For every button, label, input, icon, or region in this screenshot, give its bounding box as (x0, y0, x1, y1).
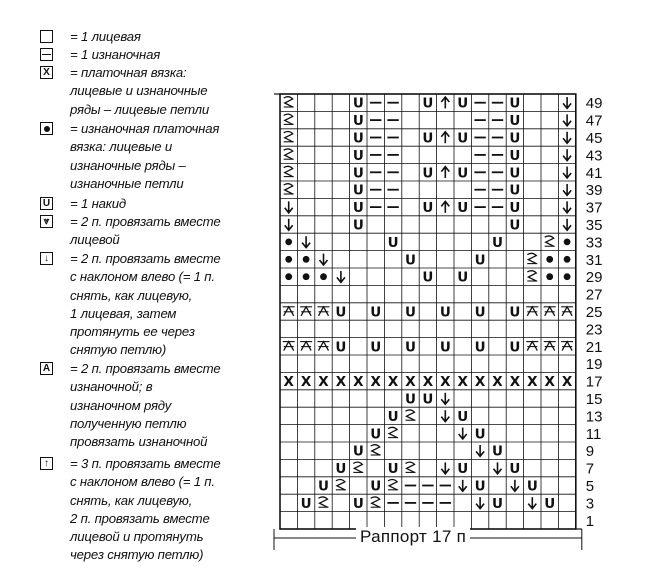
yarn-over: U (474, 478, 486, 495)
sk2p-arrow-head (441, 167, 449, 172)
row-number: 9 (585, 443, 595, 461)
ssk-arrow-icon: ↓ (40, 252, 53, 265)
legend-text: = 2 п. провязать вместе (70, 251, 221, 266)
garter-stitch: X (318, 374, 329, 391)
sk2p-arrow-head (441, 132, 449, 137)
legend-text: ряды – лицевые петли (70, 101, 210, 117)
yarn-over: U (352, 130, 364, 147)
row-number: 11 (585, 425, 602, 443)
garter-stitch: X (422, 374, 434, 391)
ssk-arrow-head (563, 208, 571, 213)
yarn-over: U (370, 339, 382, 356)
row-number: 37 (585, 199, 603, 217)
p2tog-stitch (319, 307, 329, 316)
legend-text: провязать изнаночной (70, 434, 208, 450)
garter-stitch: X (405, 374, 416, 391)
garter-stitch: X (457, 374, 468, 391)
row-number: 15 (585, 391, 603, 408)
ssk-arrow-head (563, 121, 571, 126)
sk2p-arrow-head (441, 97, 449, 102)
yarn-over: U (335, 304, 347, 321)
p2tog-stitch (545, 342, 555, 351)
legend-text: полученную петлю (70, 415, 187, 431)
garter-stitch: X (335, 374, 347, 391)
p2tog-stitch (562, 307, 572, 316)
yarn-over: U (509, 217, 521, 234)
k2tog-stitch (353, 462, 362, 472)
yarn-over: U (387, 461, 399, 478)
legend-text: = 1 лицевая (70, 29, 141, 44)
k2tog-stitch (406, 462, 415, 472)
k2tog-stitch (319, 497, 328, 507)
reverse-garter-dot (303, 273, 310, 280)
yarn-over: U (352, 200, 364, 217)
reverse-garter-dot (320, 273, 327, 280)
row-number: 33 (585, 234, 603, 252)
yarn-over: U (509, 182, 521, 199)
legend-text: = платочная вязка: (70, 65, 187, 80)
reverse-garter-dot (285, 273, 292, 280)
legend-item (44, 250, 270, 360)
yarn-over: U (300, 495, 312, 512)
garter-stitch: X (474, 374, 486, 391)
legend-text: с наклоном влево (= 1 п. (70, 474, 215, 490)
yarn-over: U (526, 478, 538, 495)
k2tog-stitch (406, 410, 415, 420)
legend-item (44, 455, 270, 565)
p2tog-stitch (284, 307, 294, 316)
legend-text: = 2 п. провязать вместе (70, 214, 221, 229)
yarn-over: U (405, 339, 416, 356)
yarn-over: U (405, 252, 416, 269)
legend-text: 1 лицевая, затем (70, 305, 177, 321)
garter-stitch: X (440, 374, 451, 391)
row-number: 47 (585, 112, 603, 130)
yarn-over: U (439, 339, 451, 356)
purl-square-icon (40, 48, 53, 61)
yarn-over: U (509, 304, 521, 321)
row-number: 23 (585, 321, 603, 339)
yarn-over-u-icon: U (40, 197, 53, 210)
row-number: 5 (585, 478, 595, 495)
yarn-over: U (457, 408, 469, 425)
row-number: 43 (585, 147, 603, 165)
yarn-over: U (422, 391, 434, 408)
ssk-arrow-head (459, 486, 467, 491)
legend-item (43, 213, 270, 250)
yarn-over: U (509, 461, 521, 478)
row-number: 25 (585, 304, 603, 321)
sk2p-arrow-head (441, 201, 449, 206)
row-number: 39 (585, 182, 603, 200)
reverse-garter-dot (546, 256, 553, 263)
yarn-over: U (457, 461, 469, 478)
ssk-arrow-head (476, 451, 484, 456)
ssk-arrow-head (459, 434, 467, 439)
k2tog-stitch (284, 149, 293, 159)
grid-frame (280, 94, 576, 529)
ssk-arrow-head (441, 469, 449, 474)
legend-item (70, 28, 270, 46)
yarn-over: U (352, 182, 364, 199)
p2tog-stitch (527, 307, 537, 316)
yarn-over: U (335, 461, 347, 478)
yarn-over: U (474, 252, 486, 269)
reverse-garter-dot (564, 239, 571, 246)
legend-text: изнаночной; в (70, 379, 153, 395)
p2tog-stitch (284, 342, 294, 351)
reverse-garter-dot (303, 256, 310, 263)
k2tog-stitch (336, 480, 345, 490)
ssk-arrow-head (476, 504, 484, 509)
legend-text: 2 п. провязать вместе (70, 510, 210, 526)
row-number: 35 (585, 217, 603, 234)
k2tog-stitch (371, 497, 380, 507)
ssk-arrow-head (302, 243, 310, 248)
legend-text: = изнаночная платочная (70, 121, 220, 136)
ssk-arrow-head (563, 190, 571, 195)
reverse-garter-dot-icon (40, 122, 53, 135)
garter-x-icon: X (40, 66, 53, 79)
ssk-arrow-head (285, 225, 293, 230)
row-number: 41 (585, 164, 603, 182)
yarn-over: U (352, 443, 364, 460)
ssk-arrow-head (285, 208, 293, 213)
reverse-garter-dot (564, 273, 571, 280)
garter-stitch: X (527, 374, 538, 391)
ssk-arrow-head (563, 138, 571, 143)
k2tog-icon: ⩔ (40, 215, 53, 228)
p2tog-stitch (562, 342, 572, 351)
yarn-over: U (352, 147, 364, 164)
p2tog-stitch (527, 342, 537, 351)
garter-stitch: X (370, 374, 381, 391)
ssk-arrow-head (563, 225, 571, 230)
yarn-over: U (474, 304, 486, 321)
ssk-arrow-head (494, 469, 502, 474)
garter-stitch: X (492, 374, 503, 391)
legend-text: = 1 изнаночная (70, 47, 161, 62)
yarn-over: U (335, 339, 347, 356)
yarn-over: U (370, 304, 382, 321)
legend-text: снять, как лицевую, (70, 492, 193, 508)
yarn-over: U (492, 234, 503, 251)
yarn-over: U (352, 165, 364, 182)
yarn-over: U (387, 234, 399, 251)
yarn-over: U (352, 217, 364, 234)
garter-stitch: X (387, 374, 399, 391)
ssk-arrow-head (511, 486, 519, 491)
legend-text: протянуть ее через (70, 324, 195, 340)
yarn-over: U (457, 165, 469, 182)
k2tog-stitch (284, 184, 293, 194)
yarn-over: U (509, 113, 521, 130)
legend-text: вязка: лицевые и (70, 139, 173, 155)
p2tog-stitch (319, 342, 329, 351)
yarn-over: U (457, 269, 469, 286)
yarn-over: U (422, 130, 434, 147)
k2tog-stitch (388, 480, 397, 490)
legend-text: лицевой (70, 232, 120, 248)
ssk-arrow-head (528, 504, 536, 509)
yarn-over: U (457, 200, 469, 217)
garter-stitch: X (300, 374, 312, 391)
sk2p-arrow-up-icon: ↑ (40, 457, 53, 470)
legend-text: снять, как лицевую, (70, 287, 193, 303)
row-number: 27 (585, 286, 603, 304)
reverse-garter-dot (546, 273, 553, 280)
yarn-over: U (370, 426, 382, 443)
p2tog-icon: A (40, 362, 53, 375)
row-number: 49 (585, 95, 603, 113)
knit-square-icon (40, 30, 53, 43)
legend-text: через снятую петлю) (70, 547, 204, 563)
legend-text: изнаночные ряды – (70, 157, 186, 173)
garter-stitch: X (353, 374, 364, 391)
ssk-arrow-head (563, 156, 571, 161)
yarn-over: U (387, 408, 399, 425)
row-number: 45 (585, 130, 603, 147)
yarn-over: U (422, 165, 434, 182)
k2tog-stitch (284, 166, 293, 176)
yarn-over: U (544, 495, 556, 512)
ssk-arrow-head (337, 277, 345, 282)
k2tog-stitch (284, 114, 293, 124)
reverse-garter-dot (285, 239, 292, 246)
ssk-arrow-head (563, 173, 571, 178)
legend-text: лицевой и протянуть (70, 529, 204, 545)
p2tog-stitch (301, 342, 311, 351)
row-number: 13 (585, 408, 603, 426)
yarn-over: U (509, 130, 521, 147)
yarn-over: U (509, 339, 521, 356)
yarn-over: U (509, 95, 521, 112)
garter-stitch: X (509, 374, 521, 391)
row-number: 19 (585, 356, 603, 374)
yarn-over: U (509, 165, 521, 182)
row-number: 29 (585, 269, 603, 287)
yarn-over: U (370, 478, 382, 495)
yarn-over: U (405, 391, 416, 408)
yarn-over: U (492, 443, 503, 460)
row-number: 21 (585, 338, 603, 356)
ssk-arrow-head (563, 103, 571, 108)
k2tog-stitch (527, 271, 536, 281)
yarn-over: U (474, 339, 486, 356)
yarn-over: U (492, 495, 503, 512)
legend-text: лицевые и изнаночные (70, 83, 208, 99)
k2tog-stitch (545, 236, 554, 246)
legend-text: = 2 п. провязать вместе (70, 361, 221, 376)
yarn-over: U (352, 95, 364, 112)
yarn-over: U (474, 426, 486, 443)
row-number: 7 (585, 460, 595, 478)
yarn-over: U (457, 130, 469, 147)
k2tog-stitch (388, 427, 397, 437)
legend (0, 0, 270, 588)
yarn-over: U (405, 304, 416, 321)
yarn-over: U (509, 200, 521, 217)
ssk-arrow-head (441, 417, 449, 422)
k2tog-stitch (284, 132, 293, 142)
row-number: 1 (585, 512, 595, 530)
legend-text: = 1 накид (70, 196, 127, 211)
legend-item (42, 360, 270, 451)
p2tog-stitch (301, 307, 311, 316)
legend-text: с наклоном влево (= 1 п. (70, 269, 215, 285)
yarn-over: U (422, 95, 434, 112)
garter-stitch: X (544, 374, 555, 391)
yarn-over: U (352, 495, 364, 512)
yarn-over: U (509, 147, 521, 164)
k2tog-stitch (371, 445, 380, 455)
row-number: 17 (585, 373, 603, 391)
yarn-over: U (457, 95, 469, 112)
reverse-garter-dot (564, 256, 571, 263)
legend-text: = 3 п. провязать вместе (70, 456, 221, 471)
legend-item (42, 195, 270, 213)
yarn-over: U (422, 200, 434, 217)
garter-stitch: X (561, 374, 573, 391)
yarn-over: U (318, 478, 329, 495)
row-number: 31 (585, 251, 603, 269)
yarn-over: U (422, 269, 434, 286)
legend-text: изнаночные петли (70, 175, 184, 191)
legend-text: изнаночном ряду (70, 397, 172, 413)
k2tog-stitch (527, 253, 536, 263)
k2tog-stitch (284, 97, 293, 107)
ssk-arrow-head (441, 399, 449, 404)
reverse-garter-dot (285, 256, 292, 263)
garter-stitch: X (283, 374, 294, 391)
ssk-arrow-head (320, 260, 328, 265)
legend-item (43, 64, 270, 119)
p2tog-stitch (545, 307, 555, 316)
legend-text: снятую петлю) (70, 342, 167, 358)
legend-item (70, 120, 270, 193)
yarn-over: U (439, 304, 451, 321)
repeat-label: Раппорт 17 п (356, 527, 470, 547)
yarn-over: U (352, 113, 364, 130)
row-number: 3 (585, 495, 595, 513)
legend-item (70, 46, 270, 64)
